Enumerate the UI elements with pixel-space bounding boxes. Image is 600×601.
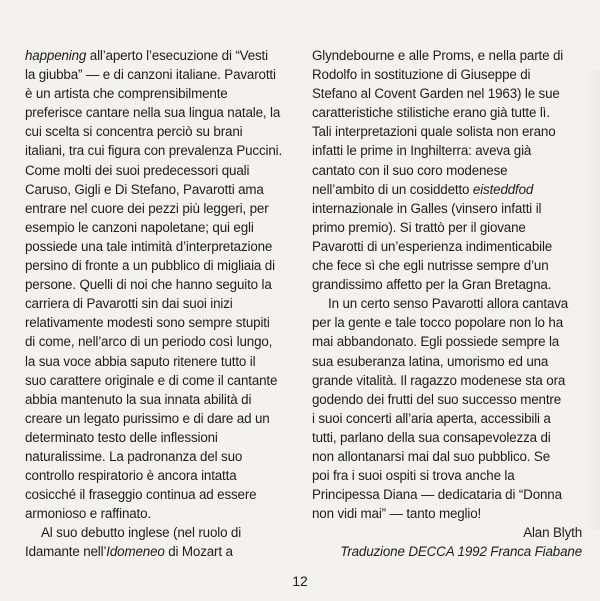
text-line	[312, 504, 582, 523]
text-line	[312, 332, 582, 351]
text-line	[25, 371, 295, 390]
text-line	[312, 352, 582, 371]
text-run: preferisce cantare nella sua lingua natale, la	[25, 105, 281, 121]
text-line	[25, 332, 295, 351]
text-line	[312, 523, 582, 542]
text-line	[312, 256, 582, 275]
text-line	[25, 390, 295, 409]
text-run: creare un legato purissimo e di dare ad un	[25, 410, 270, 426]
text-line	[312, 466, 582, 485]
text-run: nell’ambito di un cosiddetto	[312, 181, 473, 197]
text-line	[312, 65, 582, 84]
text-run: Rodolfo in sostituzione di Giuseppe di	[312, 67, 531, 83]
text-run: la sua voce abbia saputo ritenere tutto il	[25, 353, 256, 369]
text-run: Alan Blyth	[523, 525, 582, 541]
text-line	[25, 466, 295, 485]
text-run: grandissimo affetto per la Gran Bretagna.	[312, 277, 552, 293]
text-line	[25, 294, 295, 313]
text-run: controllo respiratorio è ancora intatta	[25, 468, 237, 484]
text-line	[312, 103, 582, 122]
text-run: carriera di Pavarotti sin dai suoi inizi	[25, 296, 233, 312]
italic-text: Idomeneo	[106, 544, 165, 560]
text-line	[312, 294, 582, 313]
text-line	[312, 180, 582, 199]
text-run: possiede una tale intimità d’interpretazione	[25, 238, 273, 254]
text-run: Glyndebourne e alle Proms, e nella parte di	[312, 48, 564, 63]
text-line	[25, 504, 295, 523]
text-line	[25, 199, 295, 218]
text-line	[312, 161, 582, 180]
text-run: che fece sì che egli nutrisse sempre d’un	[312, 258, 549, 274]
text-run: abbia mantenuto la sua innata abilità di	[25, 391, 252, 407]
text-line	[25, 103, 295, 122]
text-line	[25, 409, 295, 428]
text-line	[25, 65, 295, 84]
text-line	[312, 84, 582, 103]
text-run: infatti le prime in Inghilterra: aveva già	[312, 143, 532, 159]
text-run: non vidi mai” — tanto meglio!	[312, 506, 482, 522]
text-run: armonioso e raffinato.	[25, 506, 151, 522]
text-run: Principessa Diana — dedicataria di “Donna	[312, 487, 562, 503]
italic-text: happening	[25, 48, 87, 63]
text-run: poi fra i suoi ospiti si trova anche la	[312, 468, 515, 484]
text-line	[25, 141, 295, 160]
bleed-through-shadow	[584, 70, 600, 530]
text-line	[25, 180, 295, 199]
text-run: Pavarotti di un’esperienza indimenticabile	[312, 238, 553, 254]
text-run: di Mozart a	[164, 544, 233, 560]
text-line	[25, 46, 295, 65]
text-line	[312, 199, 582, 218]
text-line	[25, 352, 295, 371]
text-run: In un certo senso Pavarotti allora cantava	[328, 296, 569, 312]
text-run: Tali interpretazioni quale solista non erano	[312, 124, 556, 140]
text-run: persino di fronte a un pubblico di migliaia di	[25, 258, 275, 274]
text-run: per la gente e tale tocco popolare non lo ha	[312, 315, 563, 331]
text-run: suo carattere originale e di come il cantante	[25, 372, 278, 388]
text-run: sua esuberanza latina, umorismo ed una	[312, 353, 549, 369]
right-text-column	[312, 46, 582, 562]
text-line	[312, 122, 582, 141]
text-run: godendo dei frutti del suo successo mentre	[312, 391, 562, 407]
text-line	[312, 275, 582, 294]
text-run: i suoi concerti all’aria aperta, accessibili a	[312, 410, 551, 426]
text-line	[25, 275, 295, 294]
text-run: determinato testo delle inflessioni	[25, 429, 218, 445]
italic-text: eisteddfod	[472, 181, 534, 197]
text-line	[25, 523, 295, 542]
text-line	[312, 46, 582, 65]
text-line	[312, 371, 582, 390]
text-line	[312, 141, 582, 160]
text-line	[25, 161, 295, 180]
text-line	[312, 428, 582, 447]
text-line	[312, 485, 582, 504]
text-run: cosicché il fraseggio continua ad essere	[25, 487, 257, 503]
left-text-column	[25, 46, 295, 562]
text-run: relativamente modesti sono sempre stupiti	[25, 315, 270, 331]
text-line	[25, 428, 295, 447]
text-run: di come, nell’arco di un periodo così lungo,	[25, 334, 273, 350]
text-run: mai abbandonato. Egli possiede sempre la	[312, 334, 560, 350]
text-line	[25, 84, 295, 103]
text-run: esempio le canzoni napoletane; qui egli	[25, 219, 254, 235]
text-line	[312, 390, 582, 409]
text-line	[312, 237, 582, 256]
text-run: tutti, parlano della sua consapevolezza di	[312, 429, 551, 445]
text-run: caratteristiche stilistiche erano già tutte lì.	[312, 105, 550, 121]
text-run: Traduzione DECCA 1992 Franca Fiabane	[340, 544, 582, 560]
text-line	[25, 122, 295, 141]
text-line	[25, 237, 295, 256]
text-line	[25, 313, 295, 332]
text-line	[25, 542, 295, 561]
text-line	[312, 313, 582, 332]
text-run: persone. Quelli di noi che hanno seguito la	[25, 277, 272, 293]
text-run: Come molti dei suoi predecessori quali	[25, 162, 250, 178]
text-run: internazionale in Galles (vinsero infatti il	[312, 200, 542, 216]
text-run: grande vitalità. Il ragazzo modenese sta ora	[312, 372, 566, 388]
text-run: all’aperto l’esecuzione di “Vesti	[86, 48, 268, 63]
text-run: Caruso, Gigli e Di Stefano, Pavarotti ama	[25, 181, 264, 197]
text-run: entrare nel cuore dei pezzi più leggeri, per	[25, 200, 269, 216]
text-line	[312, 447, 582, 466]
text-run: Stefano al Covent Garden nel 1963) le sue	[312, 86, 560, 102]
text-run: non allontanarsi mai dal suo pubblico. Se	[312, 448, 551, 464]
text-run: cantato con il suo coro modenese	[312, 162, 508, 178]
text-run: è un artista che comprensibilmente	[25, 86, 228, 102]
text-line	[312, 218, 582, 237]
text-run: primo premio). Si trattò per il giovane	[312, 219, 526, 235]
text-line	[25, 218, 295, 237]
text-run: italiani, tra cui figura con prevalenza Puccini.	[25, 143, 283, 159]
text-line	[25, 485, 295, 504]
text-line	[312, 542, 582, 561]
text-run: Al suo debutto inglese (nel ruolo di	[41, 525, 242, 541]
page-number: 12	[292, 573, 308, 589]
text-run: Idamante nell’	[25, 544, 107, 560]
text-line	[25, 447, 295, 466]
text-run: naturalissime. La padronanza del suo	[25, 448, 243, 464]
text-line	[25, 256, 295, 275]
text-line	[312, 409, 582, 428]
text-run: la giubba” — e di canzoni italiane. Pavarotti	[25, 67, 276, 83]
text-run: cui scelta si concentra perciò su brani	[25, 124, 243, 140]
